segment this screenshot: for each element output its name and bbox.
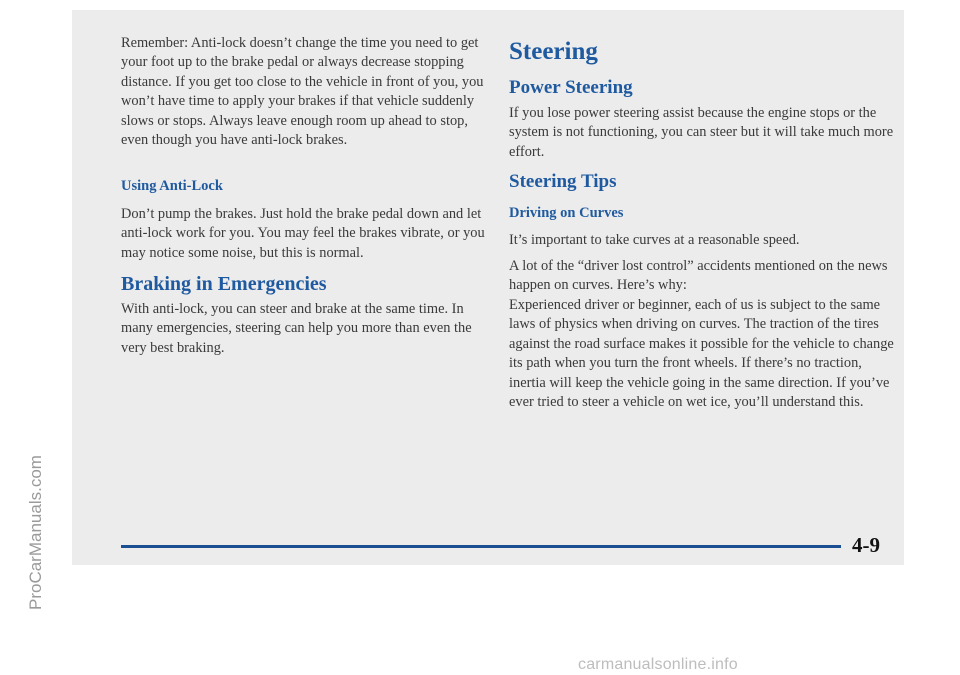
using-anti-lock-heading: Using Anti-Lock bbox=[121, 178, 223, 194]
power-steering-heading: Power Steering bbox=[509, 77, 633, 98]
power-steering-paragraph: If you lose power steering assist because the engine stops or the system is not functioning, you can steer but it will take much more effort. bbox=[509, 105, 894, 160]
page-number: 4-9 bbox=[852, 533, 880, 557]
footer-rule bbox=[121, 545, 841, 548]
curves-speed-paragraph: It’s important to take curves at a reasonable speed. bbox=[509, 232, 800, 248]
steering-tips-heading: Steering Tips bbox=[509, 171, 617, 192]
using-anti-lock-paragraph: Don’t pump the brakes. Just hold the brake pedal down and let anti-lock work for you. You may feel the brakes vibrate, or you may notice some noise, but this is normal. bbox=[121, 206, 485, 261]
braking-emergencies-paragraph: With anti-lock, you can steer and brake at the same time. In many emergencies, steering can help you more than even the very best braking. bbox=[121, 301, 472, 356]
curves-accidents-paragraph: A lot of the “driver lost control” accidents mentioned on the news happen on curves. Here’s why: bbox=[509, 258, 888, 294]
watermark-text: ProCarManuals.com bbox=[26, 455, 45, 610]
curves-physics-paragraph: Experienced driver or beginner, each of us is subject to the same laws of physics when driving on curves. The traction of the tires against the road surface makes it possible for the vehicle to change its path when you turn the front wheels. If there’s no traction, inertia will keep the vehicle going in the same direction. If you’ve ever tried to steer a vehicle on wet ice, you’ll understand this. bbox=[509, 297, 894, 411]
braking-emergencies-heading: Braking in Emergencies bbox=[121, 273, 327, 295]
driving-on-curves-heading: Driving on Curves bbox=[509, 205, 624, 221]
footer-site-watermark: carmanualsonline.info bbox=[578, 656, 738, 673]
steering-title: Steering bbox=[509, 38, 598, 65]
anti-lock-remember-paragraph: Remember: Anti-lock doesn’t change the time you need to get your foot up to the brake pedal or always decrease stopping distance. If you get too close to the vehicle in front of you, you won’t have time to apply your brakes if that vehicle suddenly slows or stops. Always leave enough room up ahead to stop, even though you have anti-lock brakes. bbox=[121, 35, 484, 149]
